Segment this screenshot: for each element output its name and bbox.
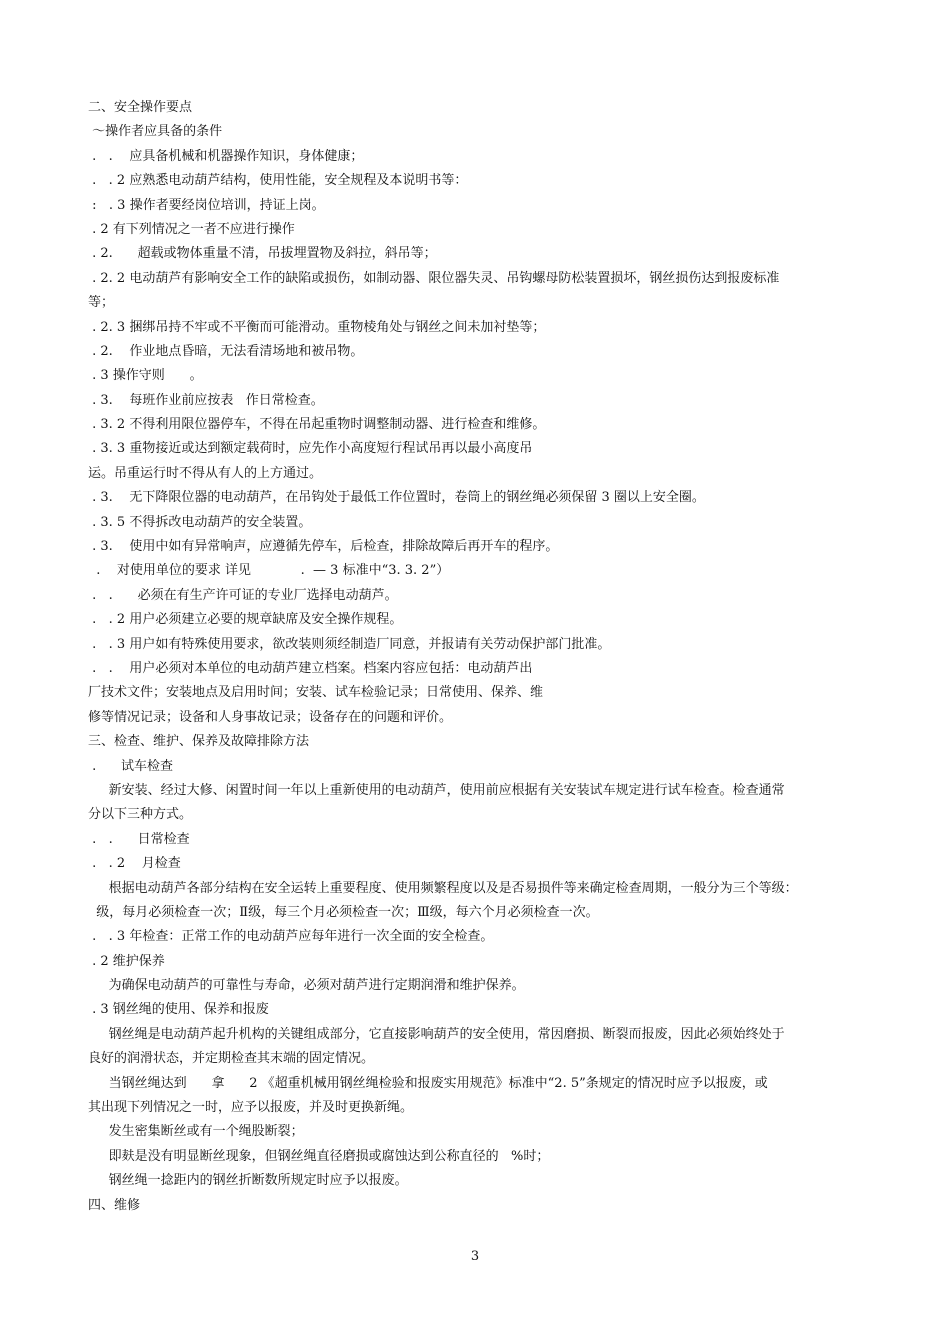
text-line: 钢丝绳是电动葫芦起升机构的关键组成部分，它直接影响葫芦的安全使用，常因磨损、断裂而报废，因此必须始终处于 — [88, 1026, 785, 1042]
text-line: ～操作者应具备的条件 — [88, 124, 223, 140]
text-line: . 试车检查 — [88, 758, 174, 774]
text-line: . 2. 2 电动葫芦有影响安全工作的缺陷或损伤，如制动器、限位器失灵、吊钩螺母防松装置损坏，钢丝损伤达到报废标准 — [88, 270, 780, 286]
text-line: 发生密集断丝或有一个绳股断裂； — [88, 1124, 304, 1140]
text-line: . 3 钢丝绳的使用、保养和报废 — [88, 1002, 269, 1018]
text-line: . 3. 无下降限位器的电动葫芦，在吊钩处于最低工作位置时，卷筒上的钢丝绳必须保留 3 圈以上安全圈。 — [88, 490, 705, 506]
text-line: . 3. 2 不得利用限位器停车，不得在吊起重物时调整制动器、进行检查和维修。 — [88, 417, 546, 433]
text-line: 其出现下列情况之一时，应予以报废，并及时更换新绳。 — [88, 1100, 414, 1116]
text-line: . 3. 5 不得拆改电动葫芦的安全装置。 — [88, 514, 312, 530]
text-line: 厂技术文件；安装地点及启用时间；安装、试车检验记录；日常使用、保养、维 — [88, 685, 544, 701]
text-line: 即麸是没有明显断丝现象，但钢丝绳直径磨损或腐蚀达到公称直径的 %时； — [88, 1148, 550, 1164]
text-line: 良好的润滑状态，并定期检查其末端的固定情况。 — [88, 1051, 375, 1067]
text-line: . 3. 3 重物接近或达到额定载荷时，应先作小高度短行程试吊再以最小高度吊 — [88, 441, 533, 457]
text-line: : . 3 操作者要经岗位培训，持证上岗。 — [88, 197, 325, 213]
text-line: 四、维修 — [88, 1197, 141, 1213]
text-line: 三、检查、维护、保养及故障排除方法 — [88, 734, 310, 750]
text-line: . 3 操作守则 。 — [88, 368, 203, 384]
text-line: 修等情况记录；设备和人身事故记录；设备存在的问题和评价。 — [88, 709, 453, 725]
text-line: . . 2 月检查 — [88, 856, 181, 872]
text-line: 二、安全操作要点 — [88, 100, 193, 115]
document-body — [88, 96, 863, 1218]
text-line: . 2. 3 捆绑吊持不牢或不平衡而可能滑动。重物棱角处与钢丝之间未加衬垫等； — [88, 319, 546, 335]
text-line: . . 3 用户如有特殊使用要求，欲改装则须经制造厂同意，并报请有关劳动保护部门批准。 — [88, 636, 611, 652]
text-line: 等； — [88, 295, 115, 311]
text-line: . 2. 超载或物体重量不清，吊拔埋置物及斜拉，斜吊等； — [88, 246, 437, 262]
text-line: . 3. 使用中如有异常响声，应遵循先停车，后检查，排除故障后再开车的程序。 — [88, 539, 559, 555]
text-line: . . 应具备机械和机器操作知识，身体健康； — [88, 148, 364, 164]
text-line: 钢丝绳一捻距内的钢丝折断数所规定时应予以报废。 — [88, 1173, 408, 1189]
text-line: . . 3 年检查：正常工作的电动葫芦应每年进行一次全面的安全检查。 — [88, 929, 494, 945]
text-line: . . 2 用户必须建立必要的规章缺席及安全操作规程。 — [88, 612, 403, 628]
text-line: . . 日常检查 — [88, 831, 190, 847]
text-line: 根据电动葫芦各部分结构在安全运转上重要程度、使用频繁程度以及是否易损件等来确定检查周期，一般分为三个等级： — [88, 880, 798, 896]
text-line: . 2. 作业地点昏暗，无法看清场地和被吊物。 — [88, 343, 364, 359]
text-line: . 2 有下列情况之一者不应进行操作 — [88, 221, 295, 237]
text-line: 当钢丝绳达到 拿 2 《超重机械用钢丝绳检验和报废实用规范》标准中“2. 5”条规定的情况时应予以报废，或 — [88, 1075, 768, 1091]
text-line: . 对使用单位的要求 详见 . — 3 标准中“3. 3. 2”） — [88, 563, 450, 579]
text-line: 级，每月必须检查一次；Ⅱ级，每三个月必须检查一次；Ⅲ级，每六个月必须检查一次。 — [88, 904, 599, 920]
text-line: . 2 维护保养 — [88, 953, 165, 969]
text-line: 新安装、经过大修、闲置时间一年以上重新使用的电动葫芦，使用前应根据有关安装试车规定进行试车检查。检查通常 — [88, 782, 785, 798]
text-line: 分以下三种方式。 — [88, 807, 193, 823]
text-line: . . 用户必须对本单位的电动葫芦建立档案。档案内容应包括：电动葫芦出 — [88, 660, 533, 676]
page-number: 3 — [470, 1249, 480, 1264]
text-line: . . 必须在有生产许可证的专业厂选择电动葫芦。 — [88, 587, 398, 603]
text-line: 为确保电动葫芦的可靠性与寿命，必须对葫芦进行定期润滑和维护保养。 — [88, 978, 525, 994]
text-line: . . 2 应熟悉电动葫芦结构，使用性能，安全规程及本说明书等： — [88, 173, 468, 189]
text-line: 运。吊重运行时不得从有人的上方通过。 — [88, 465, 323, 481]
text-line: . 3. 每班作业前应按表 作日常检查。 — [88, 392, 324, 408]
